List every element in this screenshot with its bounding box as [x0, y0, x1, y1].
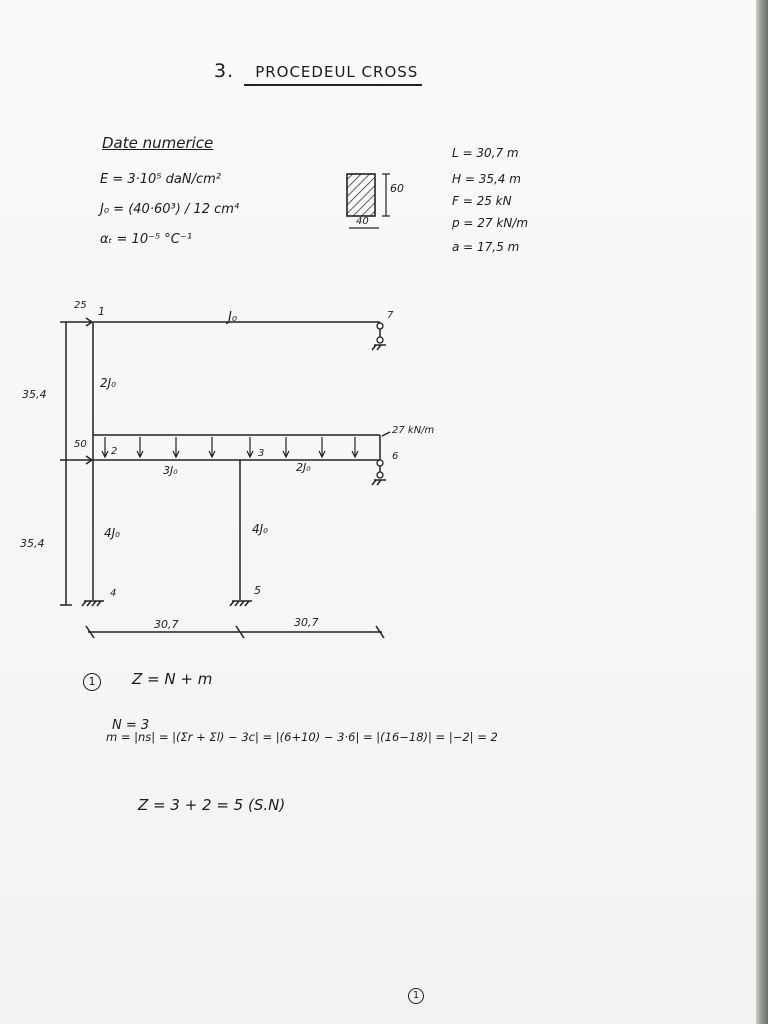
- force-label-50: 50: [74, 439, 87, 450]
- dim-left-upper: 35,4: [22, 388, 47, 401]
- dim-bottom-left: 30,7: [154, 618, 179, 631]
- step-number: 1: [83, 673, 101, 691]
- member-label-left-lower: 4J₀: [104, 526, 120, 540]
- node-3: 3: [258, 448, 265, 459]
- title-text: PROCEDEUL CROSS: [255, 63, 419, 81]
- data-line-alpha: αₜ = 10⁻⁵ °C⁻¹: [100, 232, 192, 247]
- param-a: a = 17,5 m: [452, 240, 520, 254]
- node-1: 1: [98, 305, 105, 318]
- formula-z: Z = N + m: [132, 670, 213, 688]
- distributed-load-arrows: [102, 437, 358, 457]
- member-label-middle: 4J₀: [252, 522, 268, 536]
- page-number: 1: [408, 988, 424, 1004]
- node-2: 2: [111, 446, 118, 457]
- param-h: H = 35,4 m: [452, 172, 521, 186]
- member-label-top: J₀: [228, 310, 238, 325]
- data-heading: Date numerice: [102, 134, 214, 152]
- node-5: 5: [254, 584, 261, 597]
- param-p: p = 27 kN/m: [452, 216, 529, 230]
- dim-left-lower: 35,4: [20, 537, 45, 550]
- member-label-left-upper: 2J₀: [100, 376, 116, 390]
- force-label-25: 25: [74, 300, 87, 311]
- section-width-label: 40: [356, 216, 369, 227]
- node-4: 4: [110, 588, 117, 599]
- formula-z-result: Z = 3 + 2 = 5 (S.N): [138, 796, 286, 814]
- section-height-label: 60: [390, 182, 404, 195]
- member-label-beam-right: 2J₀: [296, 461, 311, 474]
- load-label: 27 kN/m: [392, 425, 435, 436]
- param-f: F = 25 kN: [452, 194, 512, 208]
- data-line-e: E = 3·10⁵ daN/cm²: [100, 172, 222, 187]
- member-label-beam-left: 3J₀: [163, 464, 178, 477]
- param-l: L = 30,7 m: [452, 146, 519, 160]
- formula-n: N = 3: [112, 718, 150, 733]
- dim-bottom-right: 30,7: [294, 616, 319, 629]
- formula-m: m = |ns| = |(Σr + Σl) − 3c| = |(6+10) − 3·6| = |(16−18)| = |−2| = 2: [106, 730, 498, 744]
- node-7: 7: [387, 310, 394, 321]
- title-number: 3.: [214, 60, 235, 82]
- node-6: 6: [392, 451, 399, 462]
- data-line-j0: J₀ = (40·60³) / 12 cm⁴: [100, 202, 240, 217]
